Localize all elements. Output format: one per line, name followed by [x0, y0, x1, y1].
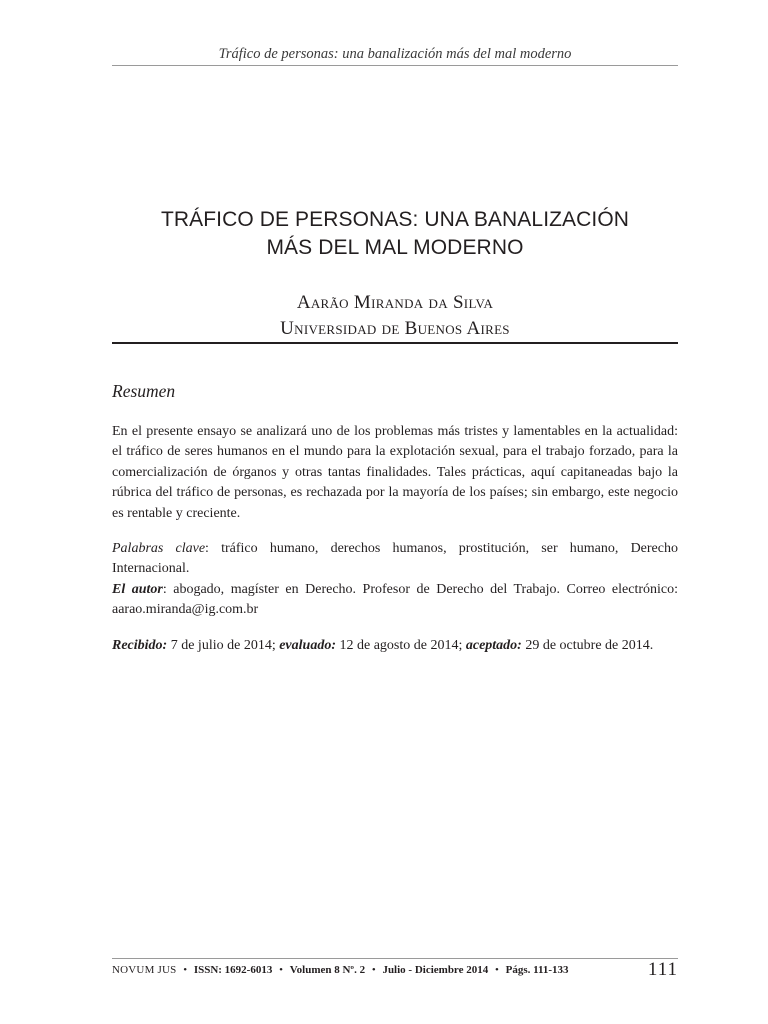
article-title	[112, 206, 678, 262]
footer-separator: •	[371, 964, 376, 976]
affiliation-rule	[112, 342, 678, 344]
author-name: Aarão Miranda da Silva	[296, 292, 494, 313]
abstract-heading: Resumen	[112, 381, 176, 401]
received-label: Recibido:	[112, 638, 168, 653]
journal-volume: Volumen 8 Nº. 2	[289, 964, 366, 976]
footer-separator: •	[495, 964, 499, 976]
keywords-text: : tráfico humano, derechos humanos, prostitución, ser humano, Derecho Internacional.	[112, 541, 678, 577]
article-dates	[112, 636, 678, 656]
keywords-label: Palabras clave	[112, 541, 206, 556]
accepted-date: 29 de octubre de 2014.	[521, 638, 654, 653]
abstract-text: En el presente ensayo se analizará uno de los problemas más tristes y lamentables en la actualidad: el tráfico de seres humanos en el mundo para la explotación sexual, para el trabajo forzado, para la comercialización de órganos y otras tantas finalidades. Tales prácticas, aquí capitaneadas bajo la rúbrica del tráfico de personas, es rechazada por la mayoría de los países; sin embargo, este negocio es rentable y creciente.	[112, 424, 678, 521]
author-affiliation: Universidad de Buenos Aires	[280, 318, 510, 339]
journal-period: Julio - Diciembre 2014	[382, 964, 489, 976]
header-rule	[112, 65, 678, 66]
title-line-1: TRÁFICO DE PERSONAS: UNA BANALIZACIÓN	[160, 208, 630, 231]
received-date: 7 de julio de 2014;	[167, 638, 280, 653]
keywords	[112, 539, 678, 580]
footer-separator: •	[279, 964, 283, 976]
author-note	[112, 580, 678, 621]
journal-footer	[112, 962, 569, 978]
footer-separator: •	[183, 964, 188, 976]
author-note-label: El autor	[112, 582, 163, 597]
journal-name: NOVUM JUS	[112, 964, 177, 976]
evaluated-label: evaluado:	[279, 638, 336, 653]
footer-rule	[112, 958, 678, 959]
running-head: Tráfico de personas: una banalización más del mal moderno	[218, 46, 572, 62]
title-line-2: MÁS DEL MAL MODERNO	[266, 236, 524, 259]
author-note-text: : abogado, magíster en Derecho. Profesor de Derecho del Trabajo. Correo electrónico: aarao.miranda@ig.com.br	[112, 582, 678, 618]
journal-pages: Págs. 111-133	[505, 964, 569, 976]
journal-issn: ISSN: 1692-6013	[193, 964, 273, 976]
page-number: 111	[647, 959, 678, 980]
accepted-label: aceptado:	[465, 638, 522, 653]
evaluated-date: 12 de agosto de 2014;	[335, 638, 466, 653]
